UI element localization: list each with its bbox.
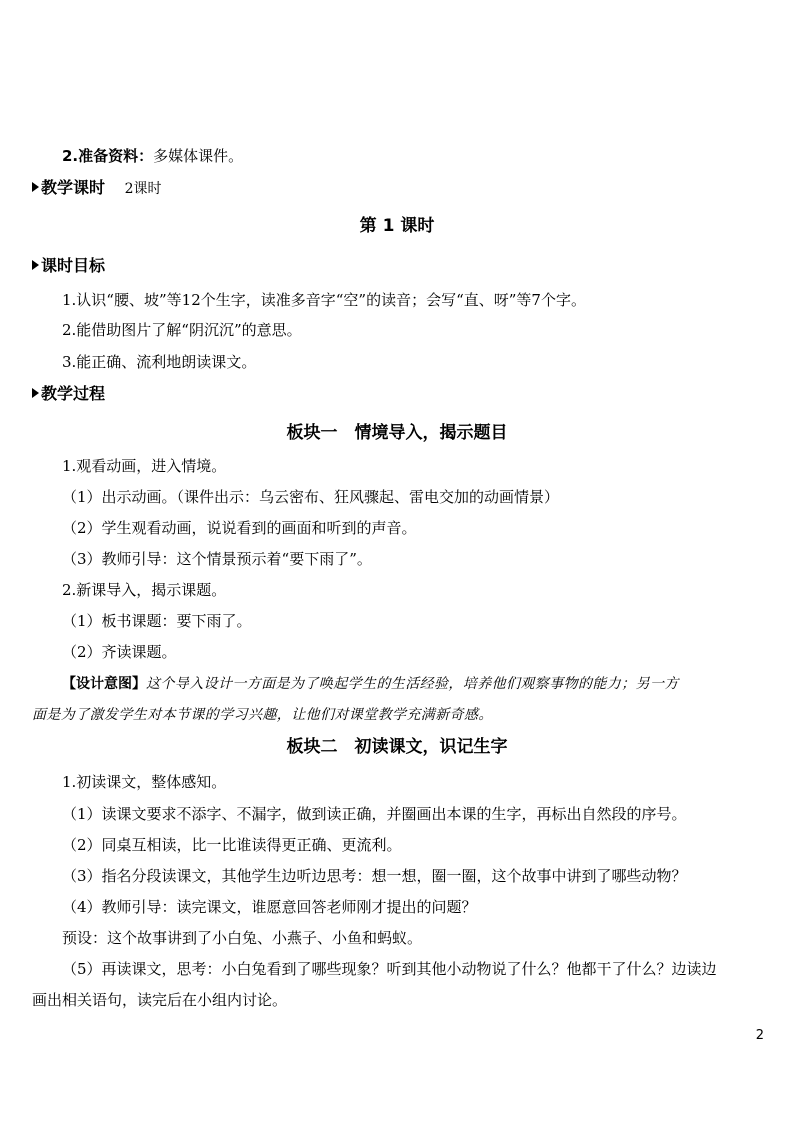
block1-line: （3）教师引导：这个情景预示着“要下雨了”。	[62, 550, 372, 568]
goal-item: 3.能正确、流利地朗读课文。	[62, 353, 257, 371]
design-intent-text: 这个导入设计一方面是为了唤起学生的生活经验，培养他们观察事物的能力；另一方	[146, 676, 679, 692]
lesson-title: 第 1 课时	[359, 216, 435, 236]
block1-line: （1）板书课题：要下雨了。	[62, 612, 252, 630]
block1-line: （2）学生观看动画，说说看到的画面和听到的声音。	[62, 519, 417, 537]
prep-line	[62, 146, 243, 166]
triangle-bullet-icon	[32, 388, 39, 398]
block2-line: （1）读课文要求不添字、不漏字，做到读正确，并圈画出本课的生字，再标出自然段的序号。	[62, 805, 687, 823]
block1-line: （1）出示动画。（课件出示：乌云密布、狂风骤起、雷电交加的动画情景）	[62, 488, 560, 506]
process-heading	[32, 384, 105, 404]
block2-line: （4）教师引导：读完课文，谁愿意回答老师刚才提出的问题？	[62, 898, 477, 916]
block2-line: 1.初读课文，整体感知。	[62, 773, 227, 791]
process-heading-text: 教学过程	[41, 384, 106, 403]
block2-line: 画出相关语句，读完后在小组内讨论。	[32, 991, 288, 1009]
goals-heading	[32, 256, 105, 276]
block1-line: （2）齐读课题。	[62, 643, 177, 661]
class-hours-label: 教学课时	[41, 178, 106, 197]
class-hours-value: 2课时	[124, 181, 162, 197]
goal-item: 2.能借助图片了解“阴沉沉”的意思。	[62, 321, 302, 339]
triangle-bullet-icon	[32, 182, 39, 192]
block1-line: 1.观看动画，进入情境。	[62, 457, 227, 475]
block2-line: （3）指名分段读课文，其他学生边听边思考：想一想，圈一圈，这个故事中讲到了哪些动物？	[62, 867, 687, 885]
block2-line: 预设：这个故事讲到了小白兔、小燕子、小鱼和蚂蚁。	[62, 929, 423, 947]
design-intent-line2: 面是为了激发学生对本节课的学习兴趣，让他们对课堂教学充满新奇感。	[32, 707, 493, 723]
block2-title: 板块二 初读课文，识记生字	[286, 737, 508, 757]
triangle-bullet-icon	[32, 260, 39, 270]
page-number: 2	[755, 1028, 764, 1043]
block2-line: （2）同桌互相读，比一比谁读得更正确、更流利。	[62, 836, 402, 854]
block1-line: 2.新课导入，揭示课题。	[62, 581, 227, 599]
goal-item: 1.认识“腰、坡”等12个生字，读准多音字“空”的读音；会写“直、呀”等7个字。	[62, 291, 586, 309]
design-intent-line1	[62, 674, 679, 694]
goals-heading-text: 课时目标	[41, 256, 106, 275]
design-intent-label: 【设计意图】	[62, 676, 146, 692]
class-hours-line	[32, 178, 162, 199]
block2-line: （5）再读课文，思考：小白兔看到了哪些现象？听到其他小动物说了什么？他都干了什么？边读边	[62, 960, 717, 978]
prep-label: 2.准备资料：	[62, 147, 154, 165]
block1-title: 板块一 情境导入，揭示题目	[286, 423, 508, 443]
prep-text: 多媒体课件。	[153, 147, 244, 165]
